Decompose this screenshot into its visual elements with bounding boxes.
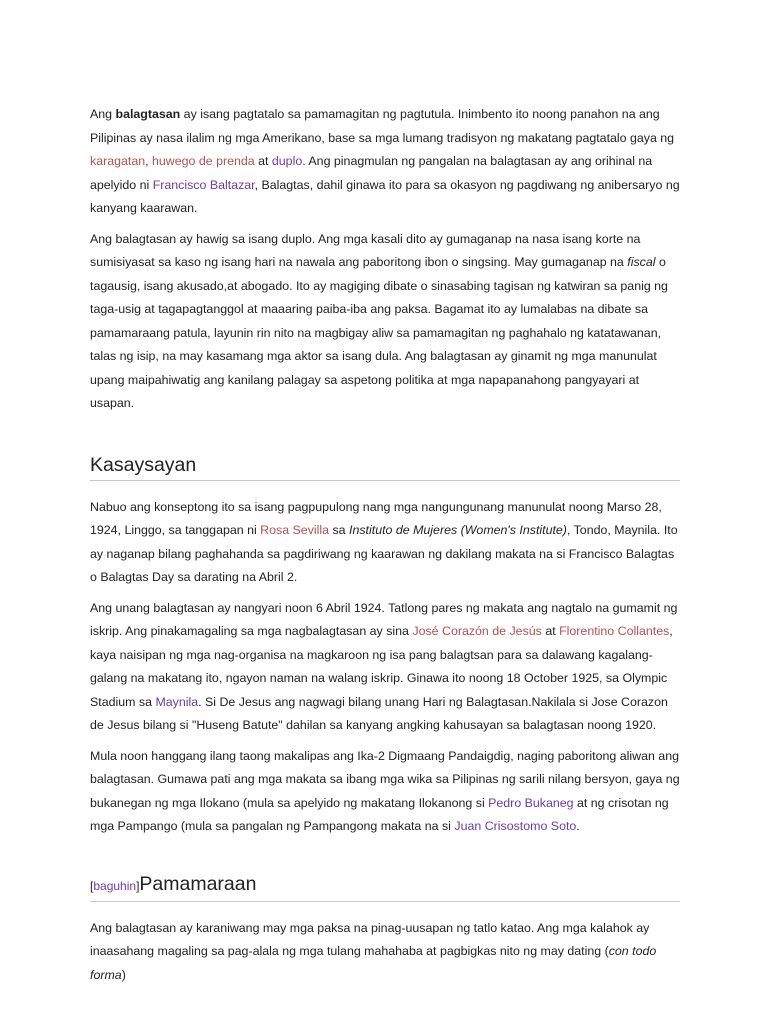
intro-paragraph-2	[90, 228, 680, 416]
text: o tagausig, isang akusado,at abogado. Ito ay magiging dibate o sinasabing tagisan ng katwiran sa panig ng taga-usig at tagapagtanggol at maaaring paiba-iba ang paksa. Bagamat ito ay lumalabas na dibate sa pamamaraang patula, layunin rin nito na magbigay aliw sa pamamagitan ng paghahalo ng katatawanan, talas ng isip, na may kasamang mga aktor sa isang dula. Ang balagtasan ay ginamit ng mga manunulat upang maipahiwatig ang kanilang palagay sa aspetong politika at mga napapanahong pangyayari at usapan.	[90, 255, 668, 410]
term-italic: fiscal	[627, 255, 656, 269]
link-duplo[interactable]: duplo	[271, 154, 303, 168]
kasaysayan-paragraph-2	[90, 597, 680, 738]
edit-section-link	[90, 879, 139, 893]
section-heading-kasaysayan	[90, 452, 680, 481]
text: ay isang pagtatalo sa pamamagitan ng pagtutula. Inimbento ito noong panahon na ang Pilipinas ay nasa ilalim ng mga Amerikano, base sa mga lumang tradisyon ng makatang pagtatalo gaya ng	[90, 107, 675, 145]
text: Ang	[90, 107, 116, 121]
text: at	[254, 154, 272, 168]
text: Ang unang balagtasan ay nangyari noon 6 Abril 1924. Tatlong pares ng makata ang nagtalo na gumamit ng iskrip. Ang pinakamagaling sa mga nagbalagtasan ay sina	[90, 600, 678, 638]
link-maynila[interactable]: Maynila	[155, 694, 199, 709]
kasaysayan-paragraph-1	[90, 496, 680, 590]
heading-text: Pamamaraan	[139, 872, 257, 895]
text: sa	[329, 523, 350, 537]
text: Mula noon hanggang ilang taong makalipas ang Ika-2 Digmaang Pandaigdig, naging paboritong aliwan ang balagtasan. Gumawa pati ang mga makata sa ibang mga wika sa Pilipinas ng sarili nilang bersyon, gaya ng bukanegan ng mga Ilokano (mula sa apelyido ng makatang Ilokanong si	[90, 748, 680, 810]
text: Ang balagtasan ay hawig sa isang duplo. Ang mga kasali dito ay gumaganap na nasa isang korte na sumisiyasat sa kaso ng isang hari na nawala ang paboritong ibon o singsing. May gumaganap na	[90, 231, 641, 269]
text: ,	[145, 154, 153, 168]
text: at ng crisotan ng mga Pampango (mula sa pangalan ng Pampangong makata na si	[90, 795, 669, 833]
edit-link-baguhin[interactable]: baguhin	[93, 878, 137, 893]
term-italic: Instituto de Mujeres (Women's Institute)	[349, 523, 567, 537]
text: Ang balagtasan ay karaniwang may mga paksa na pinag-uusapan ng tatlo katao. Ang mga kalahok ay inaasahang magaling sa pag-alala ng mga tulang mahahaba at pagbigkas nito ng may dating (	[90, 920, 650, 958]
link-florentino-collantes[interactable]: Florentino Collantes	[559, 624, 670, 638]
text: .	[576, 819, 580, 833]
link-karagatan[interactable]: karagatan	[90, 154, 146, 168]
bracket: ]	[136, 878, 140, 893]
link-jose-corazon-de-jesus[interactable]: José Corazón de Jesús	[412, 624, 542, 638]
text: )	[121, 967, 126, 982]
article-body	[90, 103, 680, 994]
kasaysayan-paragraph-3	[90, 745, 680, 839]
section-heading-pamamaraan	[90, 871, 680, 902]
pamamaraan-paragraph-1	[90, 917, 680, 988]
text: Nabuo ang konseptong ito sa isang pagpupulong nang mga nangungunang manunulat noong Marso 28, 1924, Linggo, sa tanggapan ni	[90, 499, 662, 537]
text: at	[541, 624, 560, 638]
link-huwego-de-prenda[interactable]: huwego de prenda	[152, 154, 255, 168]
link-francisco-baltazar[interactable]: Francisco Baltazar	[152, 177, 255, 192]
link-rosa-sevilla[interactable]: Rosa Sevilla	[260, 523, 330, 537]
text: , Balagtas, dahil ginawa ito para sa okasyon ng pagdiwang ng anibersaryo ng kanyang kaarawan.	[90, 177, 680, 215]
text: . Si De Jesus ang nagwagi bilang unang Hari ng Balagtasan.Nakilala si Jose Corazon de Jesus bilang si "Huseng Batute" dahilan sa kanyang angking kahusayan sa balagtasan noong 1920.	[90, 694, 668, 732]
bracket: [	[90, 878, 94, 893]
term-italic: con todo forma	[90, 944, 657, 982]
text: , kaya naisipan ng mga nag-organisa na magkaroon ng isa pang balagtsan para sa dalawang kagalang-galang na makatang ito, ngayon naman na walang iskrip. Ginawa ito noong 18 October 1925, sa Olympic Stadium sa	[90, 624, 673, 709]
text: . Ang pinagmulan ng pangalan na balagtasan ay ang orihinal na apelyido ni	[90, 154, 653, 192]
link-pedro-bukaneg[interactable]: Pedro Bukaneg	[488, 795, 574, 810]
intro-paragraph-1	[90, 103, 680, 221]
link-juan-crisostomo-soto[interactable]: Juan Crisostomo Soto	[454, 819, 577, 833]
text: , Tondo, Maynila. Ito ay naganap bilang paghahanda sa pagdiriwang ng kaarawan ng dakilang makata na si Francisco Balagtas o Balagtas Day sa darating na Abril 2.	[90, 523, 678, 584]
term-bold: balagtasan	[115, 107, 181, 121]
heading-text: Kasaysayan	[90, 453, 197, 476]
